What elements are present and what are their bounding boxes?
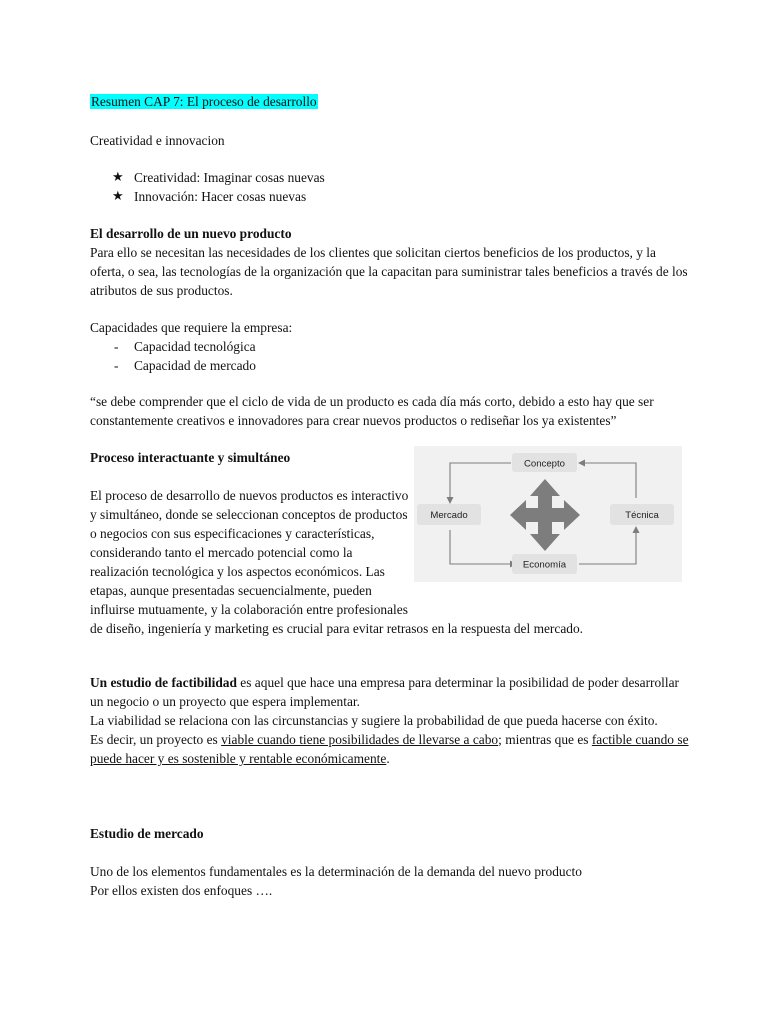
section-body: Para ello se necesitan las necesidades de los clientes que solicitan ciertos beneficios de los productos, y la oferta, o sea, las tecnologías de la organización que la capacitan para suministrar tales beneficios a través de los atributos de sus productos. [90, 245, 688, 298]
star-icon: ★ [112, 170, 124, 185]
process-diagram-graphic [414, 446, 682, 582]
capabilities-intro: Capacidades que requiere la empresa: [90, 320, 293, 335]
list-item: ★ Innovación: Hacer cosas nuevas [112, 189, 307, 204]
title-highlight: Resumen CAP 7: El proceso de desarrollo [91, 94, 317, 109]
section-new-product [90, 224, 690, 300]
market-line: Uno de los elementos fundamentales es la determinación de la demanda del nuevo producto [90, 864, 582, 879]
process-diagram [414, 446, 682, 582]
list-item: ★ Creatividad: Imaginar cosas nuevas [112, 170, 325, 185]
feasibility-line: La viabilidad se relaciona con las circunstancias y sugiere la probabilidad de que pueda hacerse con éxito. [90, 713, 658, 728]
diagram-label-tecnica: Técnica [625, 510, 659, 521]
section-heading: Un estudio de factibilidad [90, 675, 237, 690]
underlined-factible: factible cuando se puede hacer y es sostenible y rentable económicamente [90, 732, 689, 766]
diagram-label-mercado: Mercado [430, 510, 468, 521]
market-line: Por ellos existen dos enfoques …. [90, 883, 273, 898]
document-title [90, 92, 690, 111]
capabilities-section [90, 318, 690, 375]
section-heading: El desarrollo de un nuevo producto [90, 226, 292, 241]
creativity-bullet-list [90, 168, 690, 206]
section-body: El proceso de desarrollo de nuevos productos es interactivo y simultáneo, donde se seleccionan conceptos de productos o negocios con sus especificaciones y características, considerando tanto el mercado potencial como la realización tecnológica y los aspectos económicos. Las etapas, aunque presentadas secuencialmente, pueden influirse mutuamente, y la colaboración entre profesionales de diseño, ingeniería y marketing es crucial para evitar retrasos en la respuesta del mercado. [90, 488, 584, 636]
quote-paragraph: “se debe comprender que el ciclo de vida de un producto es cada día más corto, debido a esto hay que ser constantemente creativos e innovadores para crear nuevos productos o rediseñar los ya existentes” [90, 394, 654, 428]
diagram-label-economia: Economía [522, 559, 567, 571]
list-item: - Capacidad de mercado [114, 358, 256, 373]
section-heading: Estudio de mercado [90, 826, 204, 841]
section-feasibility: Un estudio de factibilidad es aquel que hace una empresa para determinar la posibilidad de poder desarrollar un negocio o un proyecto que espera implementar. La viabilidad se relaciona con las circunstancias y sugiere la probabilidad de que pueda hacerse con éxito. Es decir, un proyecto es viable cuando tiene posibilidades de llevarse a cabo; mientras que es factible cuando se puede hacer y es sostenible y rentable económicamente. [90, 675, 689, 766]
diagram-label-concepto: Concepto [523, 458, 566, 470]
star-icon: ★ [112, 189, 124, 204]
capabilities-list [90, 337, 690, 375]
section-heading: Proceso interactuante y simultáneo [90, 450, 291, 465]
section-market-study [90, 824, 690, 900]
subtitle: Creatividad e innovacion [90, 133, 225, 148]
underlined-viable: viable cuando tiene posibilidades de llevarse a cabo [221, 732, 499, 747]
list-item: - Capacidad tecnológica [114, 339, 256, 354]
